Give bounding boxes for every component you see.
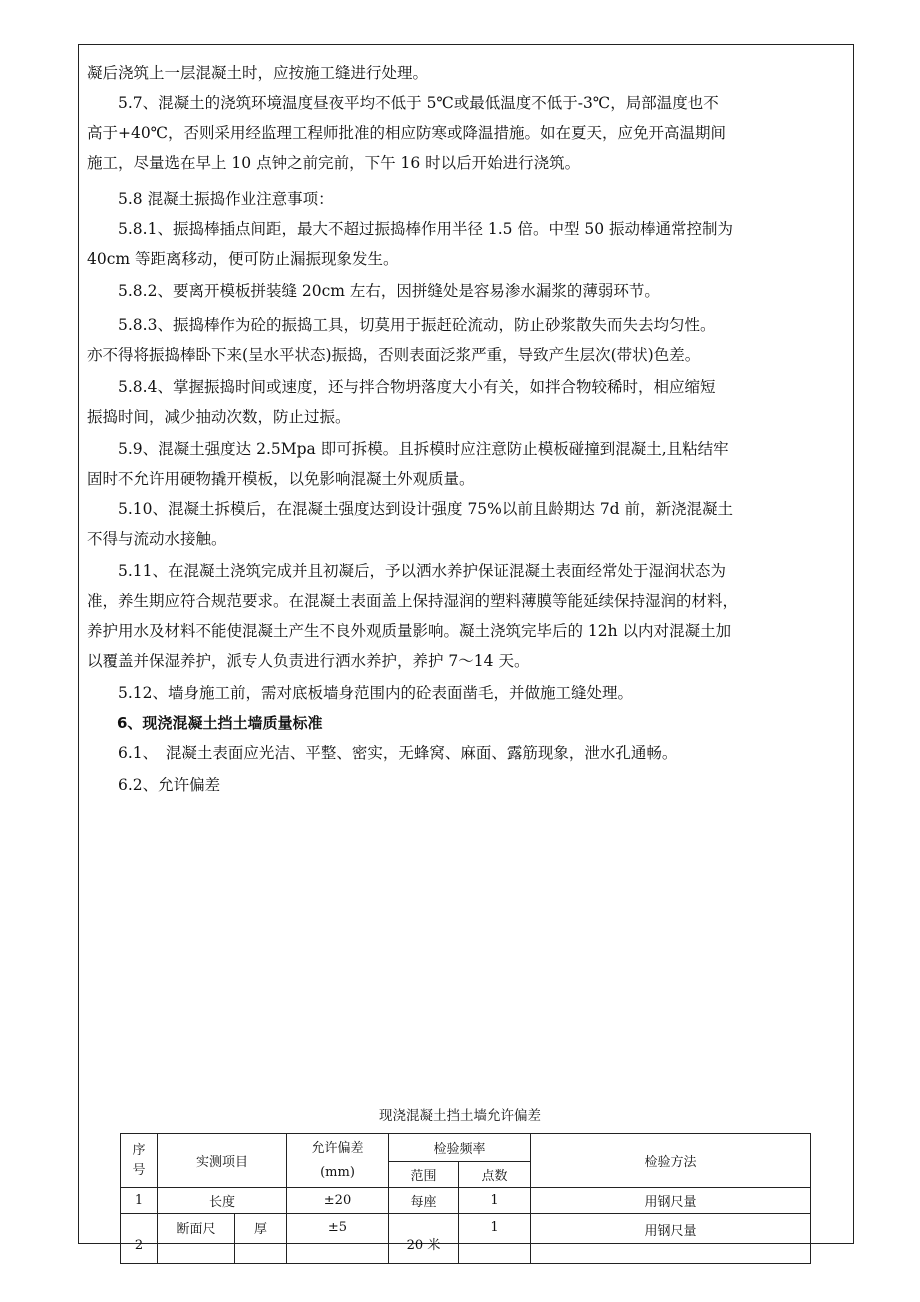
text-line: 以覆盖并保湿养护，派专人负责进行洒水养护，养护 7～14 天。 xyxy=(87,652,530,670)
paragraph-5-11 xyxy=(87,556,847,676)
cell-method: 用钢尺量 xyxy=(531,1214,811,1264)
header-item: 实测项目 xyxy=(158,1134,287,1188)
text-line: 准，养生期应符合规范要求。在混凝土表面盖上保持湿润的塑料薄膜等能延续保持湿润的材料， xyxy=(87,592,739,610)
text-line: 5.10、混凝土拆模后，在混凝土强度达到设计强度 75%以前且龄期达 7d 前，新浇混凝土 xyxy=(87,500,734,518)
paragraph-continuation xyxy=(87,58,847,88)
tolerance-table xyxy=(120,1133,811,1264)
cell-points: 1 xyxy=(459,1214,531,1264)
cell-subitem: 厚 xyxy=(235,1214,287,1264)
paragraph-5-12 xyxy=(87,678,847,708)
cell-points: 1 xyxy=(459,1188,531,1214)
text-line: 5.8 混凝土振捣作业注意事项： xyxy=(87,190,334,208)
text-line: 养护用水及材料不能使混凝土产生不良外观质量影响。凝土浇筑完毕后的 12h 以内对混凝土加 xyxy=(87,622,732,640)
cell-seq: 1 xyxy=(121,1188,158,1214)
text-line: 5.8.4、掌握振捣时间或速度，还与拌合物坍落度大小有关，如拌合物较稀时，相应缩短 xyxy=(87,378,716,396)
text-line: 不得与流动水接触。 xyxy=(87,530,227,548)
text-line: 固时不允许用硬物撬开模板，以免影响混凝土外观质量。 xyxy=(87,470,475,488)
table-header-row xyxy=(121,1134,811,1162)
paragraph-5-10 xyxy=(87,494,847,554)
paragraph-5-8-3 xyxy=(87,310,847,370)
text-line: 5.9、混凝土强度达 2.5Mpa 即可拆模。且拆模时应注意防止模板碰撞到混凝土,且粘结牢 xyxy=(87,440,729,458)
table-clip xyxy=(79,1133,853,1253)
text-line: 5.12、墙身施工前，需对底板墙身范围内的砼表面凿毛，并做施工缝处理。 xyxy=(87,684,634,702)
text-line: 施工，尽量选在早上 10 点钟之前完前，下午 16 时以后开始进行浇筑。 xyxy=(87,154,581,172)
text-line: 亦不得将振捣棒卧下来(呈水平状态)振捣，否则表面泛浆严重，导致产生层次(带状)色差。 xyxy=(87,346,701,364)
text-line: 5.8.1、振捣棒插点间距，最大不超过振捣棒作用半径 1.5 倍。中型 50 振动棒通常控制为 xyxy=(87,220,734,238)
section-6 xyxy=(87,708,847,800)
text-line: 高于+40℃，否则采用经监理工程师批准的相应防寒或降温措施。如在夏天，应免开高温期间 xyxy=(87,124,727,142)
text-line: 5.8.3、振捣棒作为砼的振捣工具，切莫用于振赶砼流动，防止砂浆散失而失去均匀性。 xyxy=(87,316,716,334)
header-seq: 序 号 xyxy=(121,1134,158,1188)
table-row xyxy=(121,1214,811,1264)
text-line: 5.11、在混凝土浇筑完成并且初凝后，予以洒水养护保证混凝土表面经常处于湿润状态为 xyxy=(87,562,727,580)
text-line: 6.1、 混凝土表面应光洁、平整、密实，无蜂窝、麻面、露筋现象，泄水孔通畅。 xyxy=(87,744,678,762)
header-method: 检验方法 xyxy=(531,1134,811,1188)
paragraph-5-8-1 xyxy=(87,214,847,274)
section-heading: 6、现浇混凝土挡土墙质量标准 xyxy=(87,714,323,732)
text-line: 5.7、混凝土的浇筑环境温度昼夜平均不低于 5℃或最低温度不低于-3℃，局部温度也不 xyxy=(87,94,719,112)
header-tolerance: 允许偏差 (mm) xyxy=(287,1134,389,1188)
paragraph-5-8-2 xyxy=(87,276,847,306)
cell-range: 20 米 xyxy=(389,1214,459,1264)
text-line: 5.8.2、要离开模板拼装缝 20cm 左右，因拼缝处是容易渗水漏浆的薄弱环节。 xyxy=(87,282,660,300)
cell-tolerance: ±5 xyxy=(287,1214,389,1264)
text-line: 振捣时间，减少抽动次数，防止过振。 xyxy=(87,408,351,426)
text-line: 凝后浇筑上一层混凝土时，应按施工缝进行处理。 xyxy=(87,64,429,82)
paragraph-5-7 xyxy=(87,88,847,178)
table-caption: 现浇混凝土挡土墙允许偏差 xyxy=(379,1108,541,1124)
paragraph-5-9 xyxy=(87,434,847,494)
text-line: 40cm 等距离移动，便可防止漏振现象发生。 xyxy=(87,250,399,268)
cell-method: 用钢尺量 xyxy=(531,1188,811,1214)
table-row xyxy=(121,1188,811,1214)
cell-item: 长度 xyxy=(158,1188,287,1214)
header-frequency: 检验频率 xyxy=(389,1134,531,1162)
cell-range: 每座 xyxy=(389,1188,459,1214)
header-points: 点数 xyxy=(459,1162,531,1188)
cell-item: 断面尺 xyxy=(158,1214,235,1264)
header-range: 范围 xyxy=(389,1162,459,1188)
paragraph-5-8-4 xyxy=(87,372,847,432)
paragraph-5-8 xyxy=(87,184,847,214)
cell-seq: 2 xyxy=(121,1214,158,1264)
cell-tolerance: ±20 xyxy=(287,1188,389,1214)
text-line: 6.2、允许偏差 xyxy=(87,776,221,794)
